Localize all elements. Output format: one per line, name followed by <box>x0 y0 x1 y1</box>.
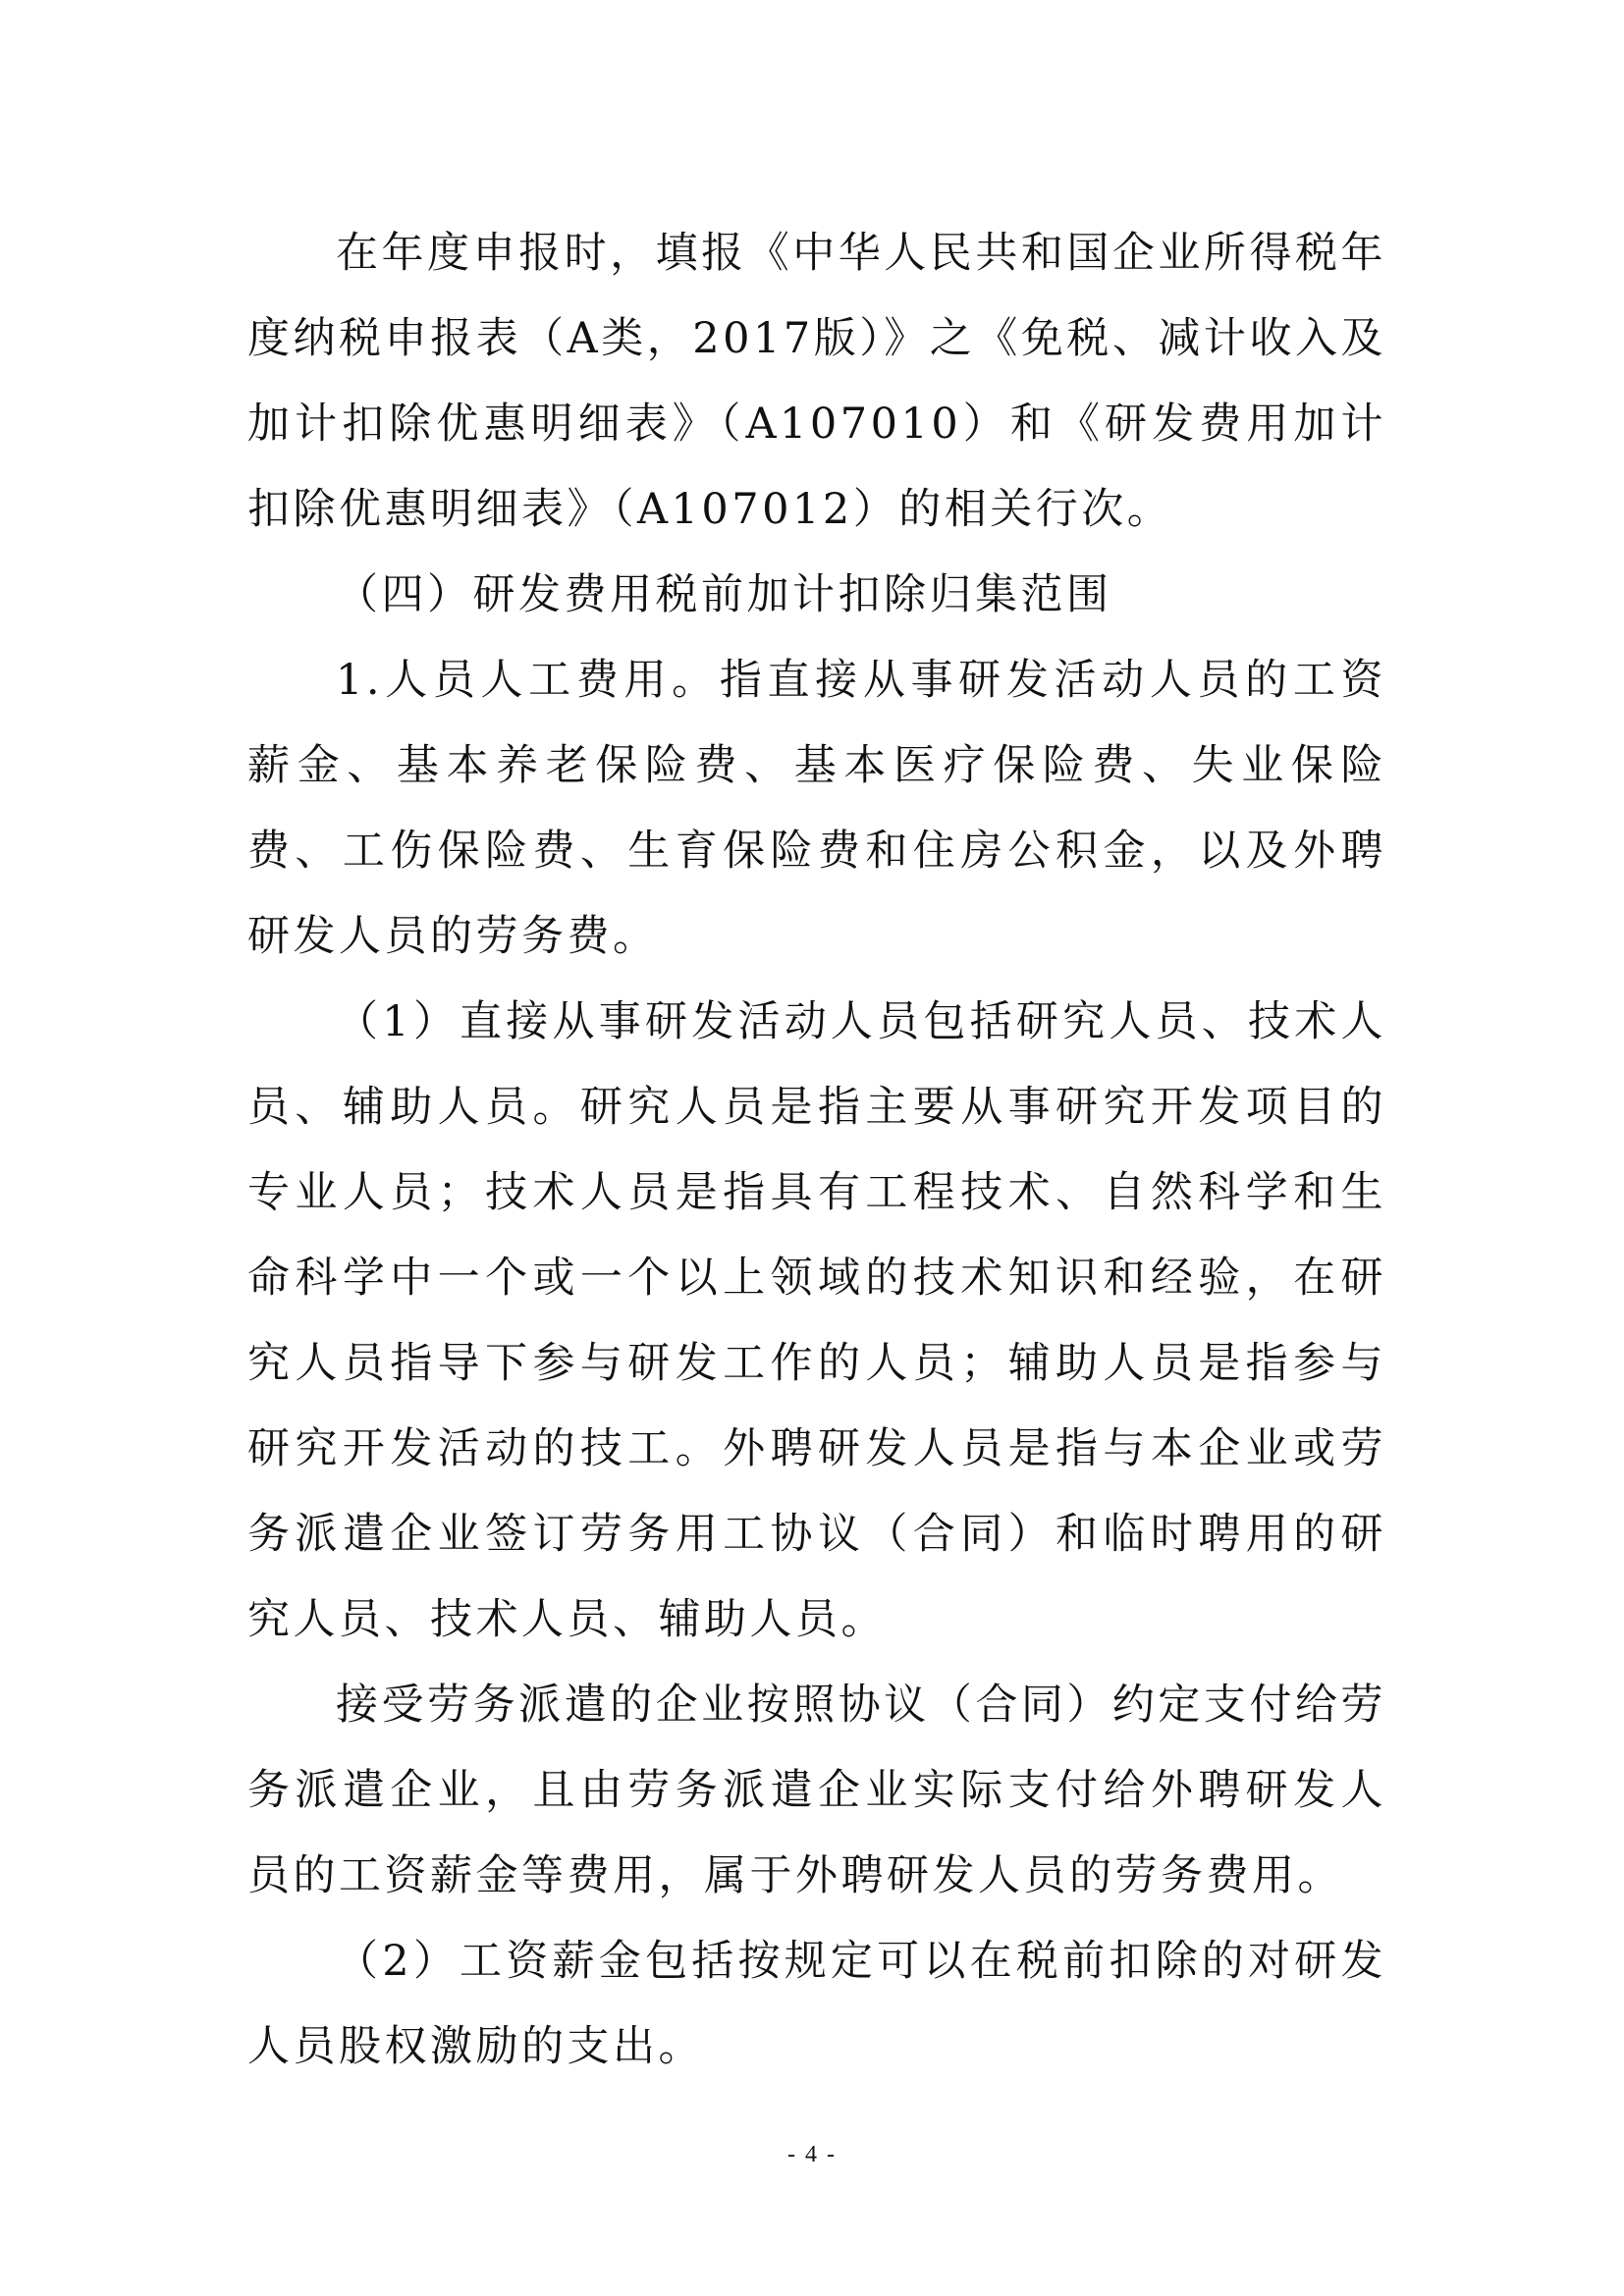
section-heading-scope: （四）研发费用税前加计扣除归集范围 <box>336 570 1112 619</box>
paragraph-annual-declaration: 在年度申报时，填报《中华人民共和国企业所得税年度纳税申报表（A类，2017版）》之《免税、减计收入及加计扣除优惠明细表》（A107010）和《研发费用加计扣除优惠明细表》（A107012）的相关行次。 <box>247 229 1386 534</box>
paragraph-labor-dispatch: 接受劳务派遣的企业按照协议（合同）约定支付给劳务派遣企业，且由劳务派遣企业实际支付给外聘研发人员的工资薪金等费用，属于外聘研发人员的劳务费用。 <box>247 1681 1386 1900</box>
paragraph-rd-personnel-definition: （1）直接从事研发活动人员包括研究人员、技术人员、辅助人员。研究人员是指主要从事研究开发项目的专业人员；技术人员是指具有工程技术、自然科学和生命科学中一个或一个以上领域的技术知识和经验，在研究人员指导下参与研发工作的人员；辅助人员是指参与研究开发活动的技工。外聘研发人员是指与本企业或劳务派遣企业签订劳务用工协议（合同）和临时聘用的研究人员、技术人员、辅助人员。 <box>247 997 1386 1644</box>
paragraph-personnel-costs: 1.人员人工费用。指直接从事研发活动人员的工资薪金、基本养老保险费、基本医疗保险费、失业保险费、工伤保险费、生育保险费和住房公积金，以及外聘研发人员的劳务费。 <box>247 656 1386 961</box>
paragraph-wages-equity-incentive: （2）工资薪金包括按规定可以在税前扣除的对研发人员股权激励的支出。 <box>247 1937 1386 2071</box>
page-number: - 4 - <box>787 2142 837 2167</box>
document-body <box>247 211 1386 2090</box>
